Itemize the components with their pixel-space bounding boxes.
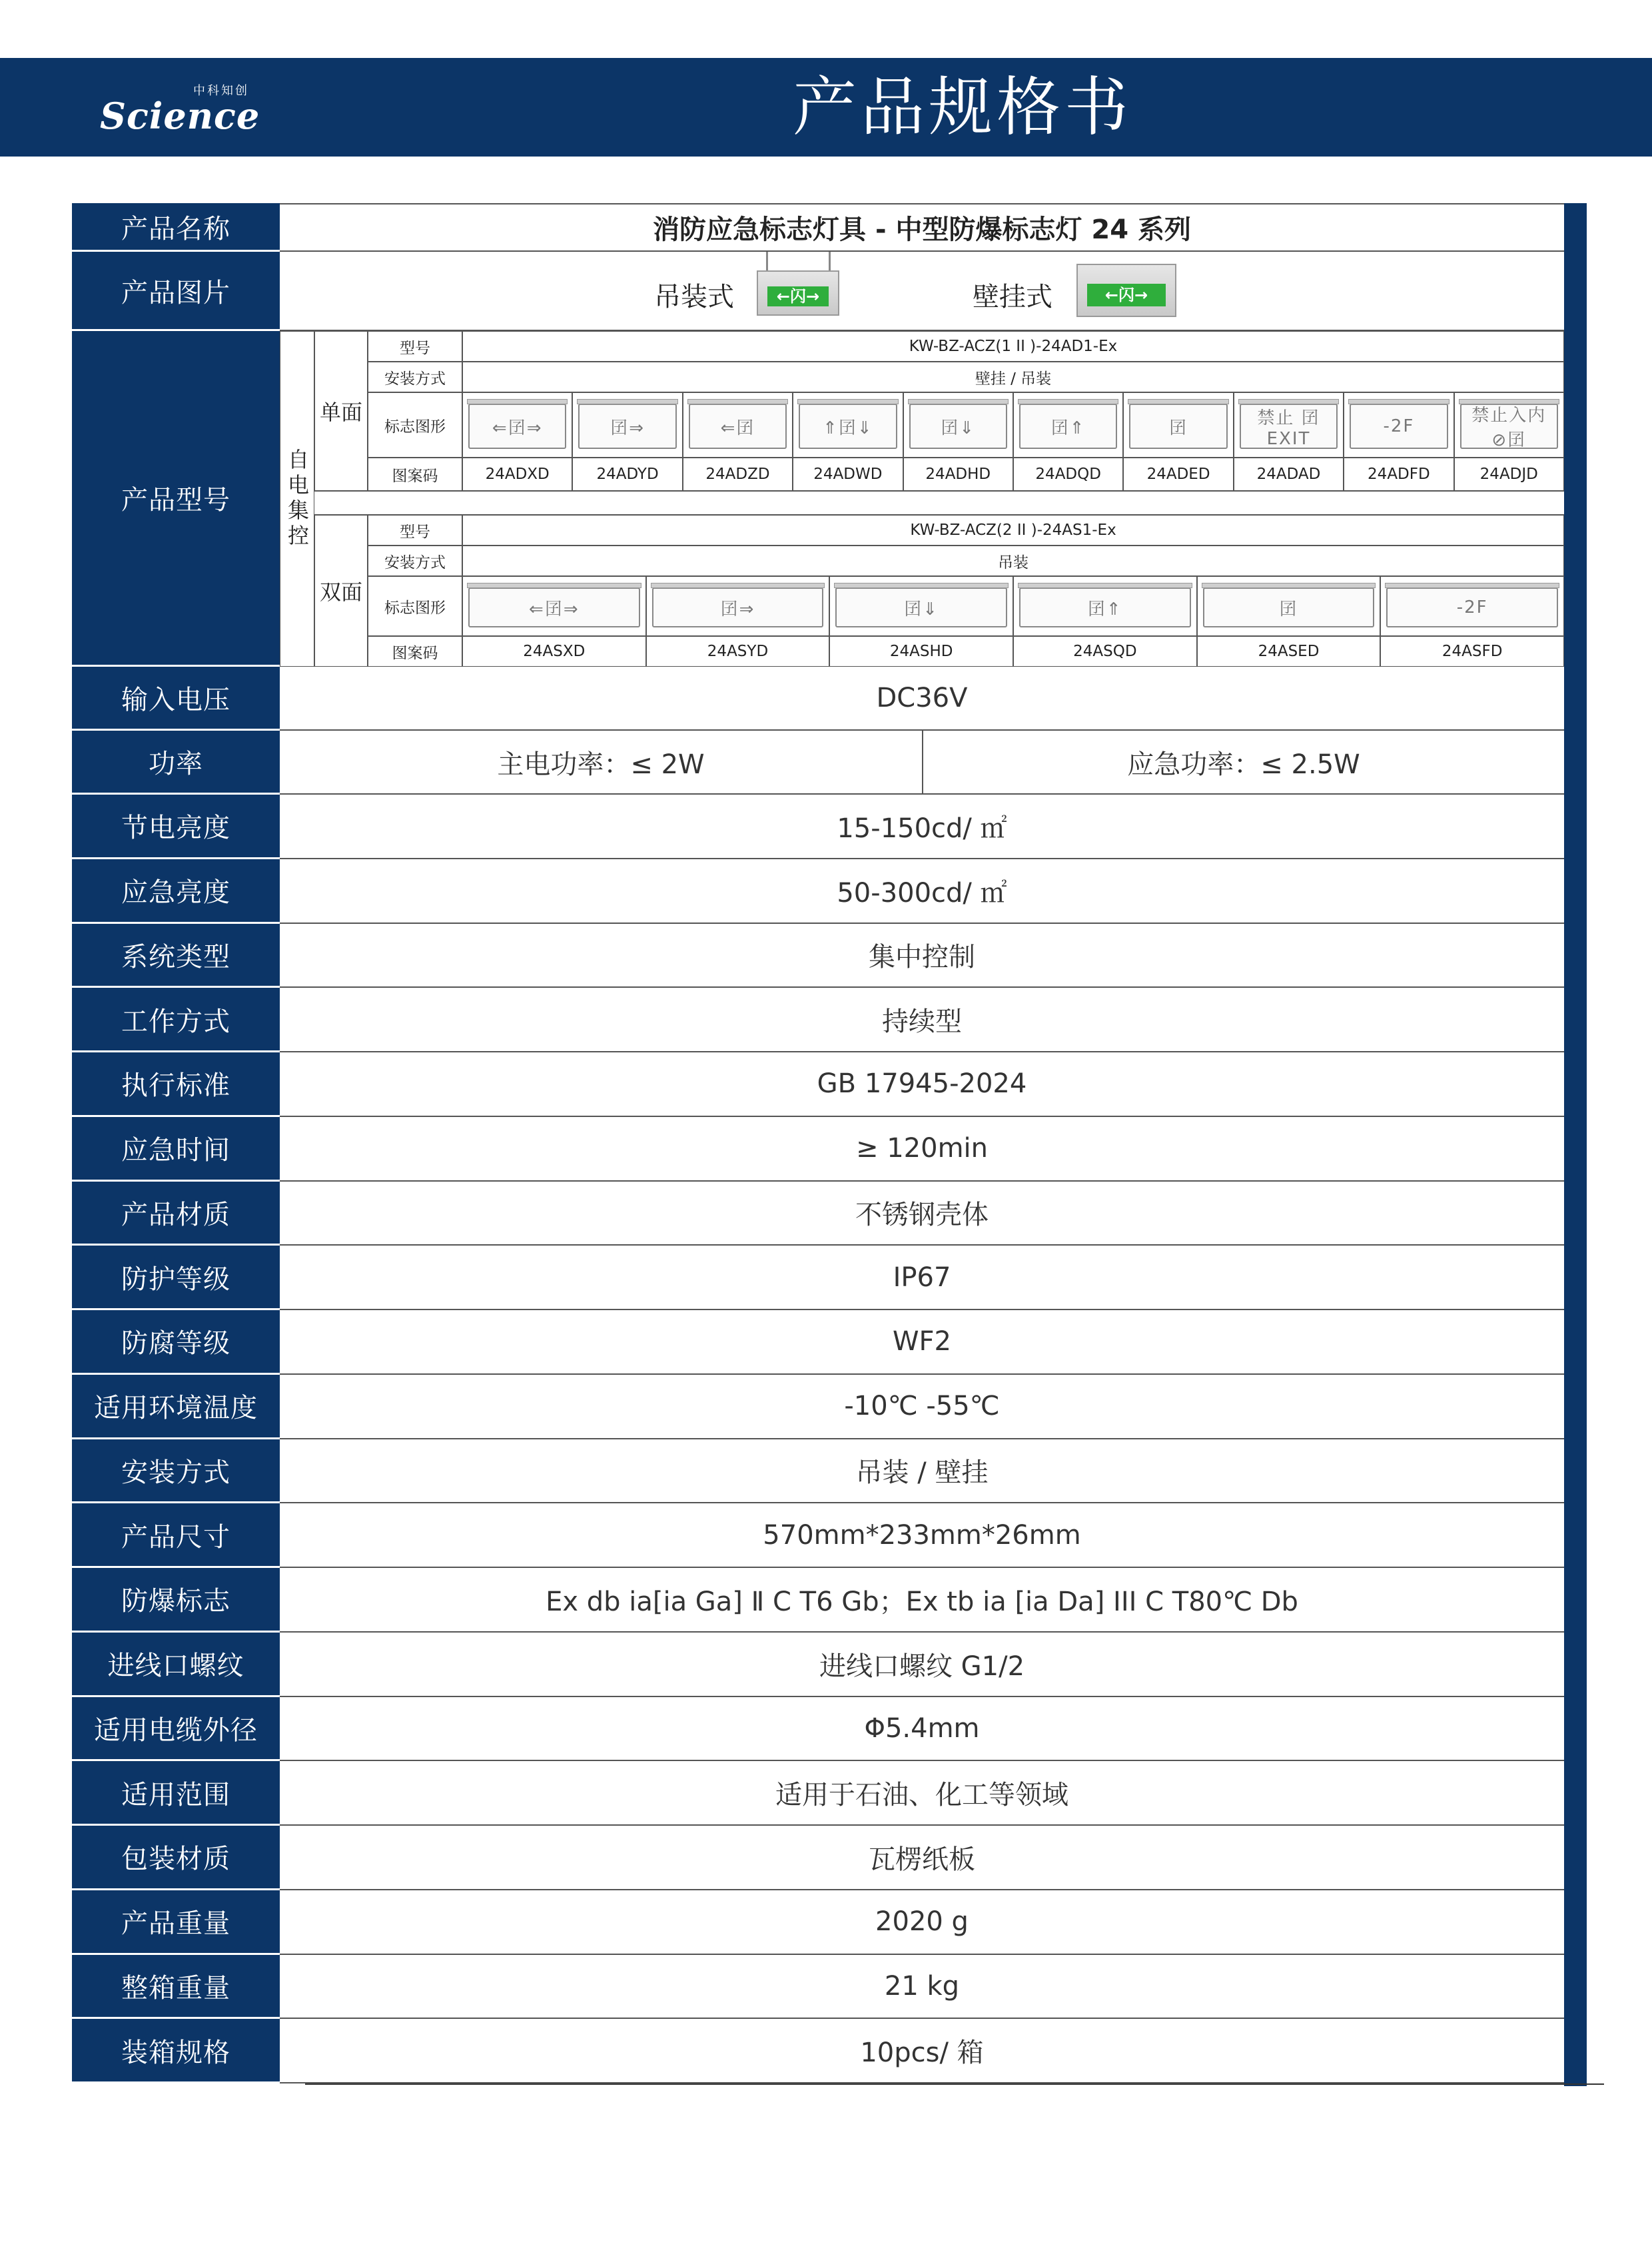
pattern-code: 24ADWD [793, 458, 903, 491]
sign-pattern-icon: 囝⇓ [835, 587, 1007, 627]
spec-label: 装箱规格 [72, 2019, 280, 2083]
sign-pattern-cell [829, 576, 1013, 636]
sign-pattern-cell [903, 392, 1013, 458]
pattern-code: 24ADQD [1013, 458, 1123, 491]
spec-value: 不锈钢壳体 [280, 1182, 1564, 1246]
pattern-code: 24ADZD [683, 458, 793, 491]
spec-value: 2020 g [280, 1890, 1564, 1955]
single-install-label: 安装方式 [368, 362, 462, 392]
spec-value: -10℃ -55℃ [280, 1375, 1564, 1439]
product-name-value: 消防应急标志灯具 - 中型防爆标志灯 24 系列 [280, 203, 1564, 252]
spec-label: 适用电缆外径 [72, 1697, 280, 1762]
spec-value: WF2 [280, 1310, 1564, 1375]
hanging-wire [829, 252, 831, 272]
section-divider [314, 491, 1564, 515]
sign-pattern-icon: ⇑囝⇓ [799, 404, 897, 449]
spec-label: 执行标准 [72, 1052, 280, 1117]
table-bottom-line [305, 2083, 1604, 2085]
spec-label: 产品材质 [72, 1182, 280, 1246]
spec-value: 50-300cd/ ㎡ [280, 859, 1564, 924]
sign-exit-icon: ←闪→ [767, 286, 829, 306]
spec-label: 应急时间 [72, 1117, 280, 1182]
sign-pattern-icon: -2F [1350, 404, 1447, 449]
product-image-label: 产品图片 [72, 252, 280, 331]
sign-pattern-cell [1454, 392, 1564, 458]
sign-pattern-cell [1013, 392, 1123, 458]
input-voltage-label: 输入电压 [72, 667, 280, 731]
sign-pattern-cell [1013, 576, 1197, 636]
sign-pattern-cell [1380, 576, 1564, 636]
sign-pattern-cell [646, 576, 830, 636]
single-code-label: 图案码 [368, 458, 462, 491]
sign-pattern-cell [462, 576, 646, 636]
pattern-code: 24ADJD [1454, 458, 1564, 491]
spec-value: IP67 [280, 1246, 1564, 1310]
sign-pattern-icon: -2F [1386, 587, 1558, 627]
spec-label: 包装材质 [72, 1826, 280, 1890]
sign-pattern-cell [462, 392, 572, 458]
hanging-sign-image [757, 270, 839, 316]
sign-pattern-icon: 囝⇑ [1019, 587, 1191, 627]
double-model-value: KW-BZ-ACZ(2 II )-24AS1-Ex [462, 515, 1564, 546]
product-name-label: 产品名称 [72, 203, 280, 252]
spec-value: 瓦楞纸板 [280, 1826, 1564, 1890]
sign-pattern-icon: 囝 [1129, 404, 1227, 449]
product-image-cell [280, 252, 1564, 331]
spec-value: Ex db ia[ia Ga] Ⅱ C T6 Gb；Ex tb ia [ia Da] III C T80℃ Db [280, 1568, 1564, 1633]
sign-pattern-icon: ⇐囝⇒ [468, 404, 566, 449]
spec-value: 持续型 [280, 988, 1564, 1052]
emergency-power-value: 应急功率：≤ 2.5W [923, 731, 1564, 795]
spec-value: 21 kg [280, 1955, 1564, 2020]
double-model-label: 型号 [368, 515, 462, 546]
sign-pattern-icon: ⇐囝 [689, 404, 787, 449]
sign-pattern-icon: 囝⇓ [909, 404, 1007, 449]
sign-pattern-cell [572, 392, 682, 458]
pattern-code: 24ASYD [646, 636, 830, 667]
sign-pattern-icon: 囝⇒ [652, 587, 824, 627]
spec-label: 防爆标志 [72, 1568, 280, 1633]
single-model-label: 型号 [368, 331, 462, 362]
spec-value: 集中控制 [280, 924, 1564, 988]
spec-label: 节电亮度 [72, 795, 280, 859]
sign-pattern-icon: ⇐囝⇒ [468, 587, 640, 627]
spec-label: 安装方式 [72, 1439, 280, 1504]
hanging-wire [766, 252, 768, 272]
spec-label: 整箱重量 [72, 1955, 280, 2020]
spec-label: 防护等级 [72, 1246, 280, 1310]
sign-pattern-cell [1123, 392, 1233, 458]
pattern-code: 24ADYD [572, 458, 682, 491]
sign-pattern-cell [683, 392, 793, 458]
single-install-value: 壁挂 / 吊装 [462, 362, 1564, 392]
double-icon-label: 标志图形 [368, 576, 462, 636]
sign-pattern-icon: 禁止入内 ⊘囝 [1460, 404, 1558, 449]
spec-label: 系统类型 [72, 924, 280, 988]
spec-value: 15-150cd/ ㎡ [280, 795, 1564, 859]
spec-label: 应急亮度 [72, 859, 280, 924]
pattern-code: 24ASXD [462, 636, 646, 667]
pattern-code: 24ADXD [462, 458, 572, 491]
product-model-label: 产品型号 [72, 331, 280, 667]
wall-type-label: 壁挂式 [973, 282, 1052, 312]
input-voltage-value: DC36V [280, 667, 1564, 731]
sign-pattern-cell [1197, 576, 1381, 636]
spec-label: 适用范围 [72, 1761, 280, 1826]
spec-label: 产品尺寸 [72, 1503, 280, 1568]
company-logo [100, 81, 266, 135]
sign-pattern-cell [793, 392, 903, 458]
spec-label: 进线口螺纹 [72, 1633, 280, 1697]
logo-wordmark: Science [100, 95, 260, 137]
pattern-code: 24ASED [1197, 636, 1381, 667]
pattern-code: 24ASQD [1013, 636, 1197, 667]
spec-label: 工作方式 [72, 988, 280, 1052]
spec-value: Φ5.4mm [280, 1697, 1564, 1762]
product-model-table [280, 331, 1564, 667]
sign-pattern-icon: 禁止 囝 EXIT [1240, 404, 1338, 449]
spec-value: 进线口螺纹 G1/2 [280, 1633, 1564, 1697]
spec-value: ≥ 120min [280, 1117, 1564, 1182]
sign-pattern-icon: 囝⇒ [578, 404, 676, 449]
hanging-type-label: 吊装式 [654, 282, 734, 312]
spec-label: 适用环境温度 [72, 1375, 280, 1439]
double-code-label: 图案码 [368, 636, 462, 667]
spec-label: 防腐等级 [72, 1310, 280, 1375]
double-install-label: 安装方式 [368, 546, 462, 576]
spec-value: 吊装 / 壁挂 [280, 1439, 1564, 1504]
sign-pattern-icon: 囝⇑ [1019, 404, 1117, 449]
header-banner [0, 58, 1652, 157]
pattern-code: 24ADHD [903, 458, 1013, 491]
double-install-value: 吊装 [462, 546, 1564, 576]
main-power-value: 主电功率：≤ 2W [280, 731, 923, 795]
page-title: 产品规格书 [793, 70, 1132, 145]
logo-subtitle: 中科知创 [193, 84, 249, 98]
spec-value: 适用于石油、化工等领域 [280, 1761, 1564, 1826]
power-label: 功率 [72, 731, 280, 795]
pattern-code: 24ASFD [1380, 636, 1564, 667]
spec-label: 产品重量 [72, 1890, 280, 1955]
spec-value: GB 17945-2024 [280, 1052, 1564, 1117]
double-side-label: 双面 [314, 515, 368, 667]
sign-pattern-cell [1234, 392, 1344, 458]
spec-value: 570mm*233mm*26mm [280, 1503, 1564, 1568]
pattern-code: 24ADED [1123, 458, 1233, 491]
pattern-code: 24ADAD [1234, 458, 1344, 491]
single-side-label: 单面 [314, 331, 368, 491]
single-model-value: KW-BZ-ACZ(1 II )-24AD1-Ex [462, 331, 1564, 362]
pattern-code: 24ADFD [1344, 458, 1453, 491]
wall-sign-image [1076, 264, 1176, 317]
sign-pattern-icon: 囝 [1203, 587, 1375, 627]
single-icon-label: 标志图形 [368, 392, 462, 458]
group-label: 自电集控 [280, 331, 314, 667]
right-accent-bar [1564, 203, 1587, 2086]
spec-value: 10pcs/ 箱 [280, 2019, 1564, 2083]
sign-exit-icon: ←闪→ [1087, 284, 1166, 306]
sign-pattern-cell [1344, 392, 1453, 458]
pattern-code: 24ASHD [829, 636, 1013, 667]
